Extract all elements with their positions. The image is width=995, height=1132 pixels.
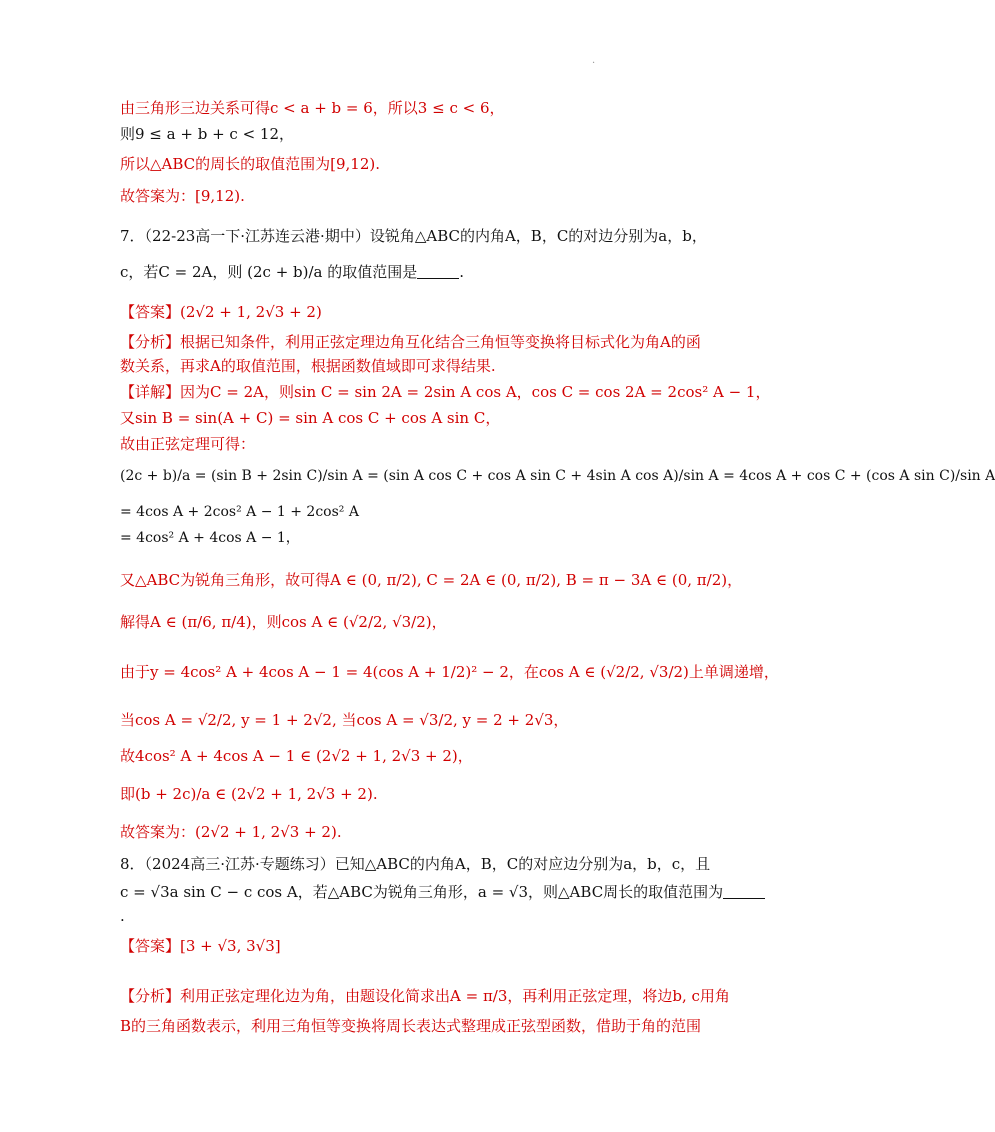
detail-line: 故4cos² A + 4cos A − 1 ∈ (2√2 + 1, 2√3 + 2)，: [120, 747, 473, 765]
detail-line: 【详解】因为C = 2A，则sin C = sin 2A = 2sin A cos A，cos C = cos 2A = 2cos² A − 1，: [120, 383, 771, 401]
text-line: 故答案为：[9,12).: [120, 187, 245, 205]
answer-line: 【答案】[3 + √3, 3√3]: [120, 937, 281, 955]
formula-line: = 4cos A + 2cos² A − 1 + 2cos² A: [120, 504, 359, 520]
analysis-line: 【分析】根据已知条件，利用正弦定理边角互化结合三角恒等变换将目标式化为角A的函: [120, 333, 701, 351]
question-8-line: .: [120, 907, 125, 925]
detail-line: 又△ABC为锐角三角形，故可得A ∈ (0, π/2), C = 2A ∈ (0, π/2), B = π − 3A ∈ (0, π/2)，: [120, 571, 743, 589]
question-8-text: c = √3a sin C − c cos A，若△ABC为锐角三角形，a = √3，则△ABC周长的取值范围为: [120, 883, 724, 901]
question-8-line: 8．（2024高三·江苏·专题练习）已知△ABC的内角A，B，C的对应边分别为a，b，c，且: [120, 855, 711, 873]
text-line: 则9 ≤ a + b + c < 12，: [120, 125, 294, 143]
detail-line: 即(b + 2c)/a ∈ (2√2 + 1, 2√3 + 2).: [120, 785, 378, 803]
detail-line: 由于y = 4cos² A + 4cos A − 1 = 4(cos A + 1/2)² − 2，在cos A ∈ (√2/2, √3/2)上单调递增，: [120, 663, 779, 681]
analysis-line: 【分析】利用正弦定理化边为角，由题设化简求出A = π/3，再利用正弦定理，将边b, c用角: [120, 987, 730, 1005]
corner-mark: ·: [592, 58, 596, 69]
answer-blank: [417, 262, 459, 279]
answer-blank: [723, 882, 765, 899]
detail-line: 解得A ∈ (π/6, π/4)，则cos A ∈ (√2/2, √3/2)，: [120, 613, 447, 631]
detail-line: 故由正弦定理可得：: [120, 435, 256, 453]
question-7-line: c，若C = 2A，则 (2c + b)/a 的取值范围是 .: [120, 263, 465, 281]
formula-line: = 4cos² A + 4cos A − 1，: [120, 530, 300, 546]
question-7-text: c，若C = 2A，则 (2c + b)/a 的取值范围是: [120, 263, 418, 281]
detail-line: 当cos A = √2/2, y = 1 + 2√2, 当cos A = √3/2, y = 2 + 2√3，: [120, 711, 569, 729]
detail-line: 故答案为：(2√2 + 1, 2√3 + 2).: [120, 823, 342, 841]
question-7-line: 7．（22-23高一下·江苏连云港·期中）设锐角△ABC的内角A，B，C的对边分别为a，b，: [120, 227, 707, 245]
formula-line: (2c + b)/a = (sin B + 2sin C)/sin A = (sin A cos C + cos A sin C + 4sin A cos A)/sin A = 4cos A + cos C + (cos A sin C)/sin A: [120, 468, 995, 484]
detail-line: 又sin B = sin(A + C) = sin A cos C + cos A sin C，: [120, 409, 501, 427]
answer-line: 【答案】(2√2 + 1, 2√3 + 2): [120, 303, 322, 321]
analysis-line: B的三角函数表示，利用三角恒等变换将周长表达式整理成正弦型函数，借助于角的范围: [120, 1017, 702, 1035]
question-8-line: [120, 882, 765, 902]
text-line: 由三角形三边关系可得c < a + b = 6，所以3 ≤ c < 6，: [120, 99, 505, 117]
analysis-line: 数关系，再求A的取值范围，根据函数值域即可求得结果.: [120, 357, 496, 375]
text-line: 所以△ABC的周长的取值范围为[9,12).: [120, 155, 381, 173]
